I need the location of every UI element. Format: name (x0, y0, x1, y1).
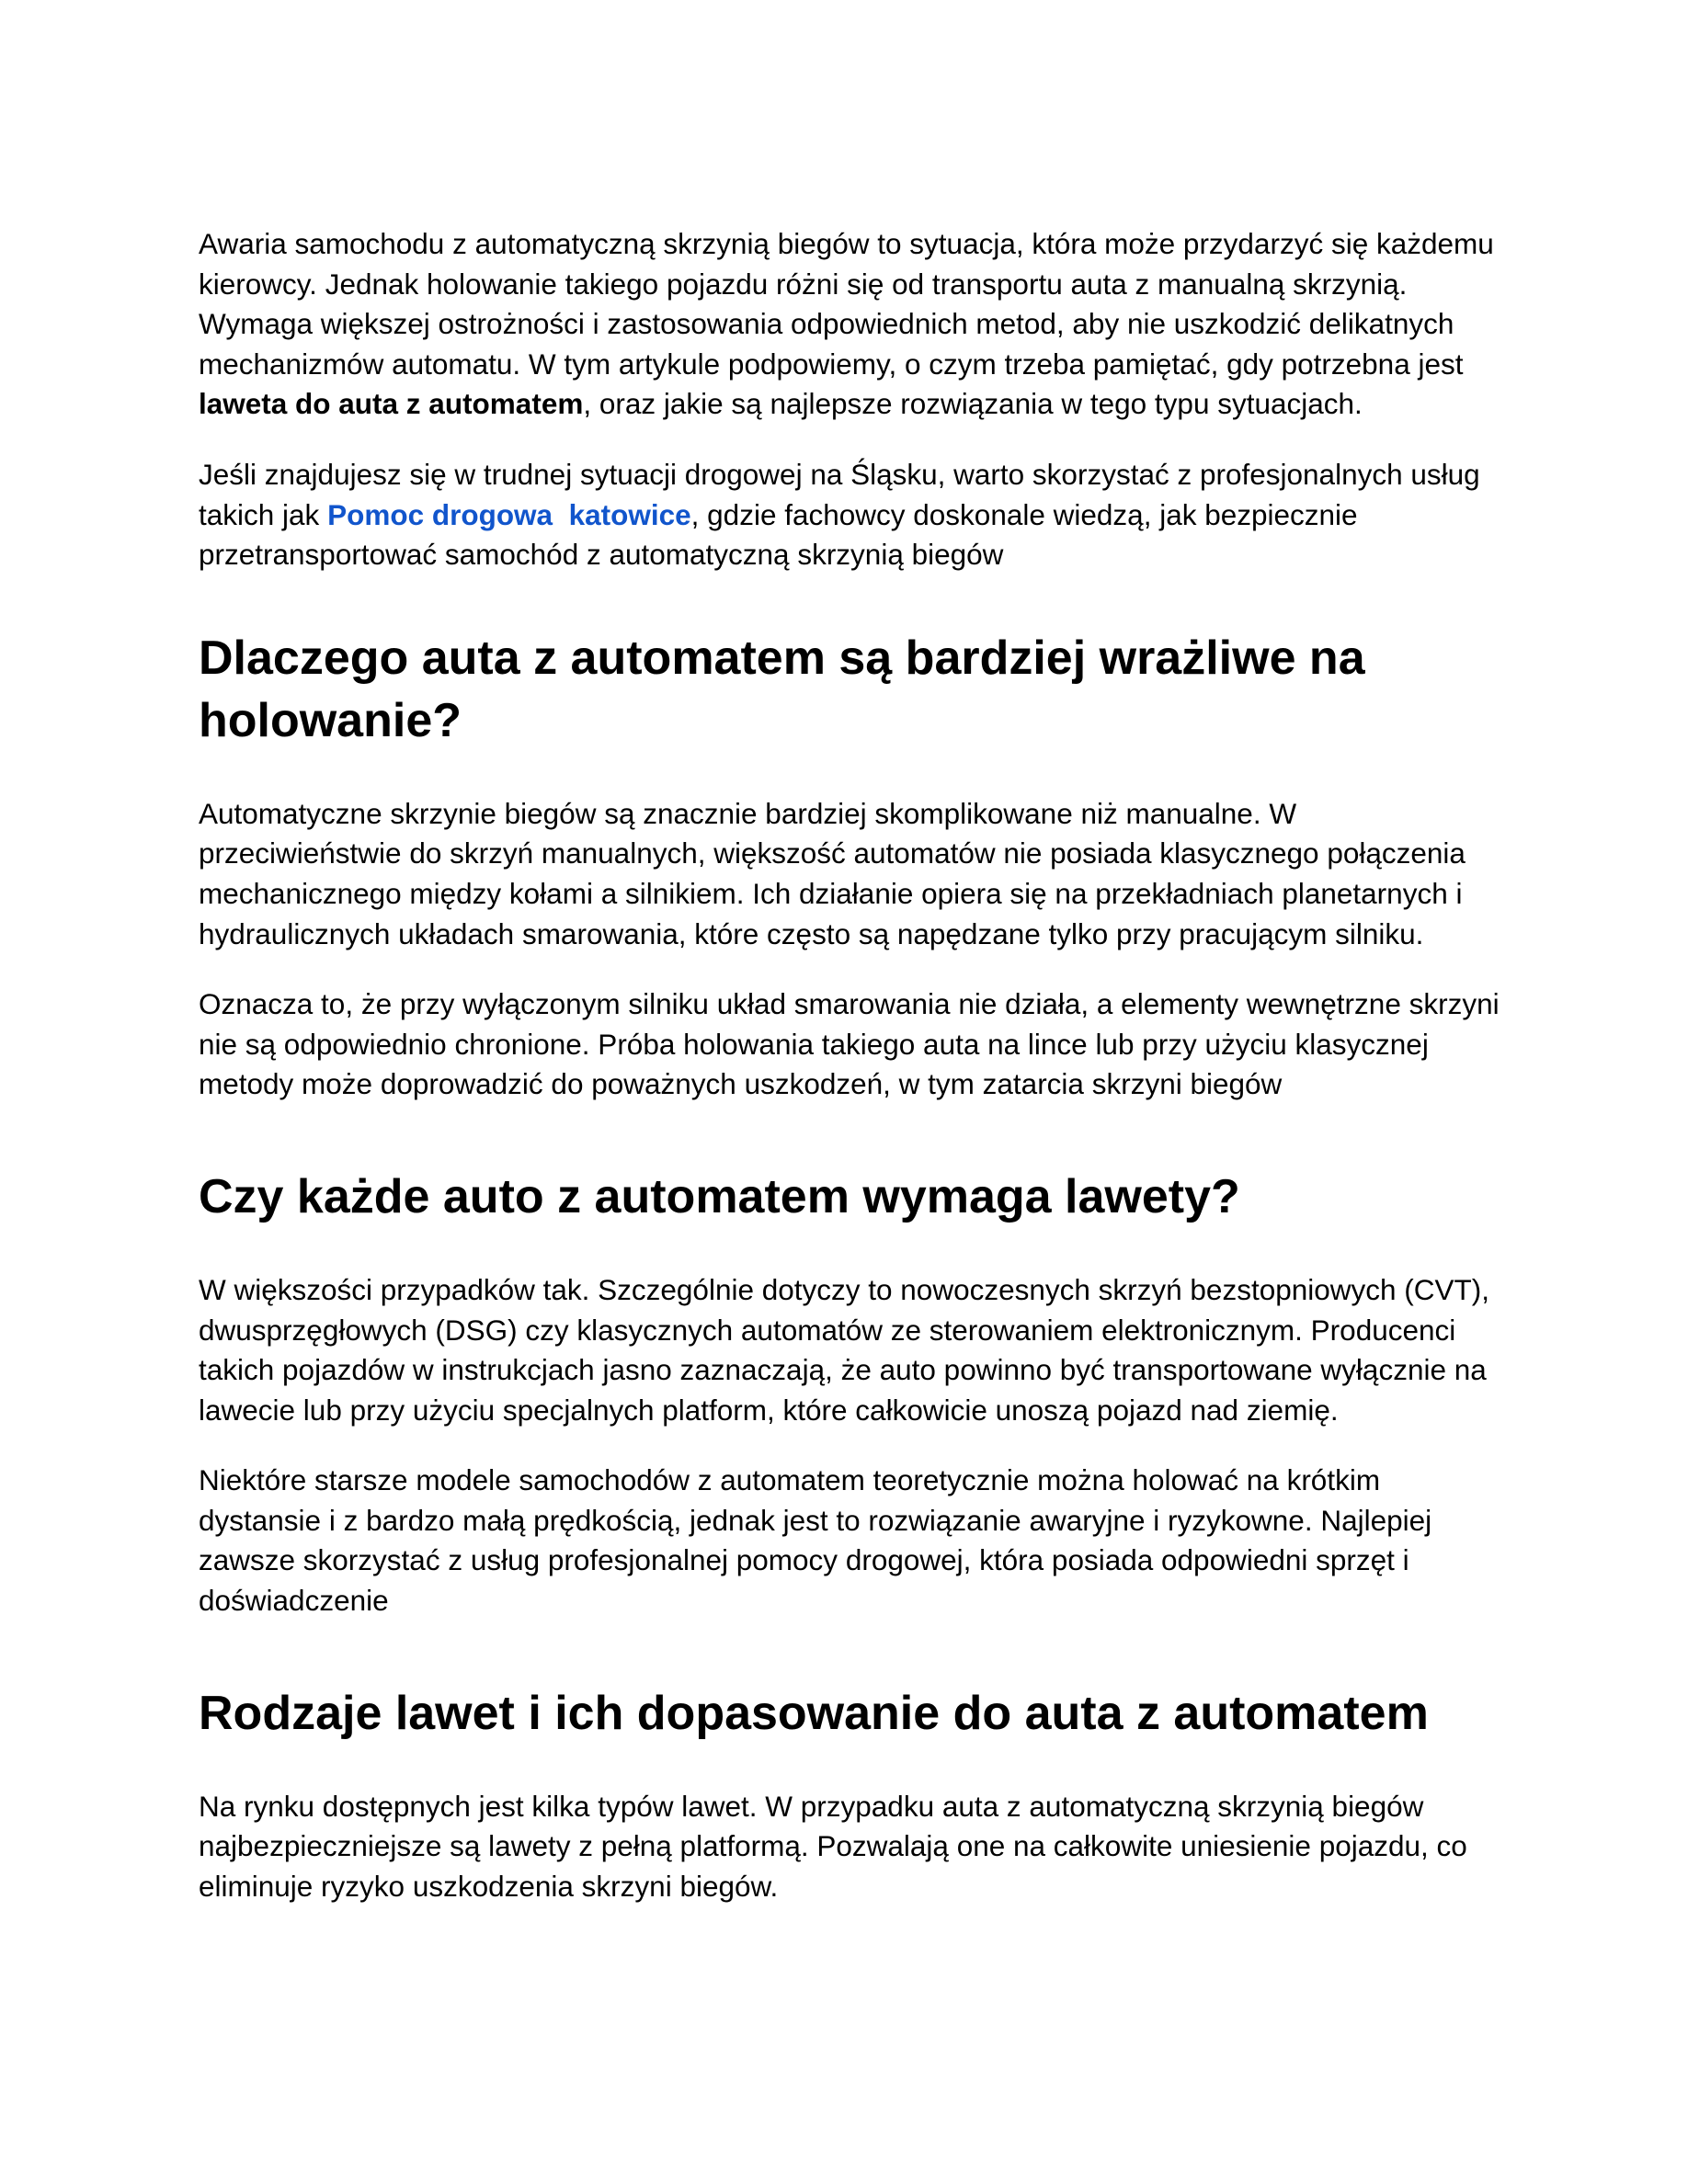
section3-heading: Rodzaje lawet i ich dopasowanie do auta z automatem (199, 1686, 1429, 1740)
intro-bold-phrase: laweta do auta z automatem (199, 387, 584, 421)
intro-text-start: Awaria samochodu z automatyczną skrzynią biegów to sytuacja, która może przydarzyć się każdemu kierowcy. Jednak holowanie takiego pojazdu różni się od transportu auta z manualną skrzynią. Wymaga większej ostrożności i zastosowania odpowiednich metod, aby nie uszkodzić delikatnych mechanizmów automatu. W tym artykule podpowiemy, o czym trzeba pamiętać, gdy potrzebna jest (199, 227, 1494, 381)
section2-paragraph-2: Niektóre starsze modele samochodów z automatem teoretycznie można holować na krótkim dystansie i z bardzo małą prędkością, jednak jest to rozwiązanie awaryjne i ryzykowne. Najlepiej zawsze skorzystać z usług profesjonalnej pomocy drogowej, która posiada odpowiedni sprzęt i doświadczenie (199, 1463, 1432, 1618)
section3-paragraph-1: Na rynku dostępnych jest kilka typów lawet. W przypadku auta z automatyczną skrzynią biegów najbezpieczniejsze są lawety z pełną platformą. Pozwalają one na całkowite uniesienie pojazdu, co eliminuje ryzyko uszkodzenia skrzyni biegów. (199, 1789, 1467, 1903)
section2-heading: Czy każde auto z automatem wymaga lawety? (199, 1169, 1240, 1223)
pomoc-drogowa-link[interactable]: Pomoc drogowa katowice (327, 497, 691, 531)
intro-text-end: , oraz jakie są najlepsze rozwiązania w tego typu sytuacjach. (583, 387, 1363, 421)
section2-paragraph-1: W większości przypadków tak. Szczególnie dotyczy to nowoczesnych skrzyń bezstopniowych (CVT), dwusprzęgłowych (DSG) czy klasycznych automatów ze sterowaniem elektronicznym. Producenci takich pojazdów w instrukcjach jasno zaznaczają, że auto powinno być transportowane wyłącznie na lawecie lub przy użyciu specjalnych platform, które całkowicie unoszą pojazd nad ziemię. (199, 1272, 1490, 1427)
section1-paragraph-1: Automatyczne skrzynie biegów są znacznie bardziej skomplikowane niż manualne. W przeciwieństwie do skrzyń manualnych, większość automatów nie posiada klasycznego połączenia mechanicznego między kołami a silnikiem. Ich działanie opiera się na przekładniach planetarnych i hydraulicznych układach smarowania, które często są napędzane tylko przy pracującym silniku. (199, 796, 1466, 950)
section1-heading: Dlaczego auta z automatem są bardziej wrażliwe na holowanie? (199, 631, 1365, 747)
intro2-text-end: , gdzie fachowcy doskonale wiedzą, jak bezpiecznie przetransportować samochód z automatyczną skrzynią biegów (199, 497, 1358, 572)
document-page (199, 224, 1504, 1906)
intro-paragraph-2 (199, 455, 1504, 575)
intro-paragraph-1 (199, 224, 1504, 425)
section1-paragraph-2: Oznacza to, że przy wyłączonym silniku układ smarowania nie działa, a elementy wewnętrzne skrzyni nie są odpowiednio chronione. Próba holowania takiego auta na lince lub przy użyciu klasycznej metody może doprowadzić do poważnych uszkodzeń, w tym zatarcia skrzyni biegów (199, 987, 1500, 1101)
intro2-text-start: Jeśli znajdujesz się w trudnej sytuacji drogowej na Śląsku, warto skorzystać z profesjonalnych usług takich jak (199, 457, 1480, 531)
